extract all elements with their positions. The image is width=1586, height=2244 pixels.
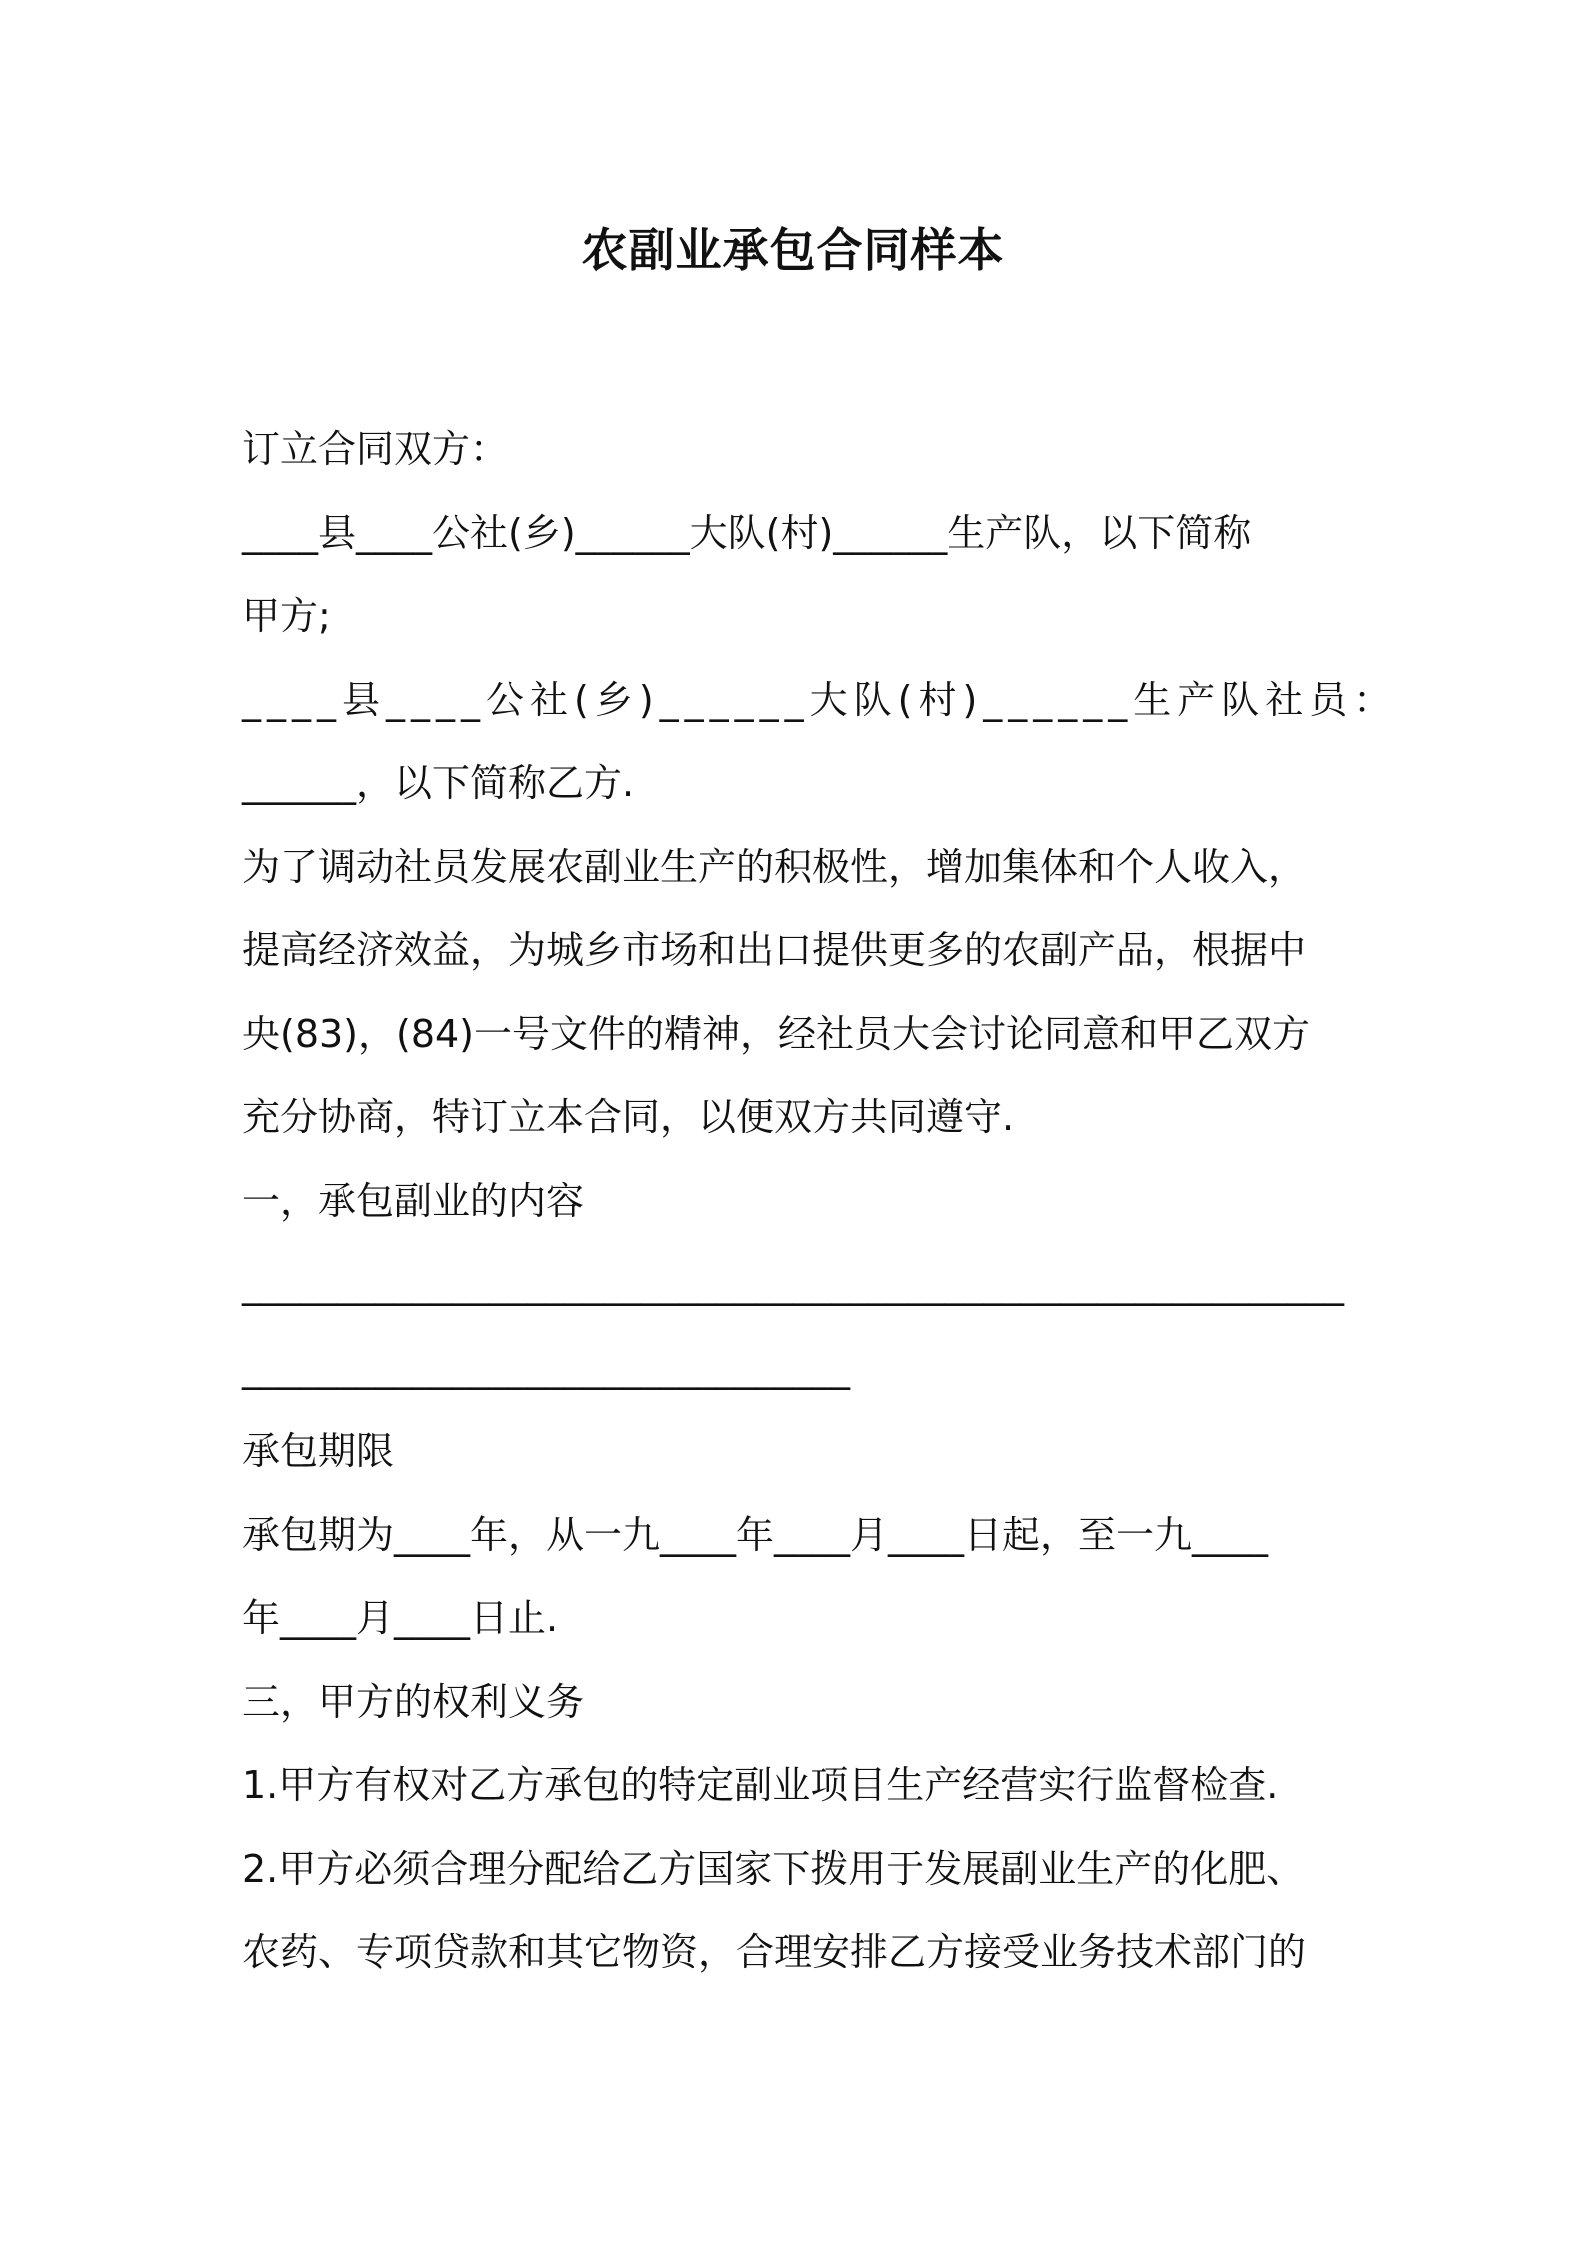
contract-parties-heading: 订立合同双方： [242, 427, 509, 471]
clause-1: 1.甲方有权对乙方承包的特定副业项目生产经营实行监督检查. [242, 1763, 1279, 1807]
content-blank-line-1: __________________________________________________________ [242, 1262, 1344, 1306]
clause-2-line-1: 2.甲方必须合理分配给乙方国家下拨用于发展副业生产的化肥、 [242, 1846, 1305, 1891]
preamble-line-1: 为了调动社员发展农副业生产的积极性，增加集体和个人收入， [242, 844, 1307, 889]
document-body [242, 408, 1398, 1995]
party-a-line-cont: 甲方; [242, 594, 331, 638]
section-3-heading: 三，甲方的权利义务 [242, 1679, 585, 1724]
preamble-line-2: 提高经济效益，为城乡市场和出口提供更多的农副产品，根据中 [242, 928, 1307, 972]
clause-2-line-2: 农药、专项贷款和其它物资，合理安排乙方接受业务技术部门的 [242, 1930, 1307, 1974]
section-1-heading: 一，承包副业的内容 [242, 1178, 585, 1223]
party-b-line: ____县____公社(乡)______大队(村)______生产队社员： [242, 677, 1398, 722]
preamble-line-3: 央(83)，(84)一号文件的精神，经社员大会讨论同意和甲乙双方 [242, 1011, 1311, 1056]
term-line-1: 承包期为____年，从一九____年____月____日起，至一九____ [242, 1512, 1269, 1557]
content-blank-line-2: ________________________________ [242, 1345, 850, 1390]
party-b-line-cont: ______，以下简称乙方. [242, 761, 635, 805]
party-a-line: ____县____公社(乡)______大队(村)______生产队，以下简称 [242, 510, 1252, 555]
term-line-2: 年____月____日止. [242, 1596, 559, 1640]
preamble-line-4: 充分协商，特订立本合同，以便双方共同遵守. [242, 1095, 1015, 1139]
document-title: 农副业承包合同样本 [581, 223, 1005, 277]
term-heading: 承包期限 [242, 1429, 395, 1473]
